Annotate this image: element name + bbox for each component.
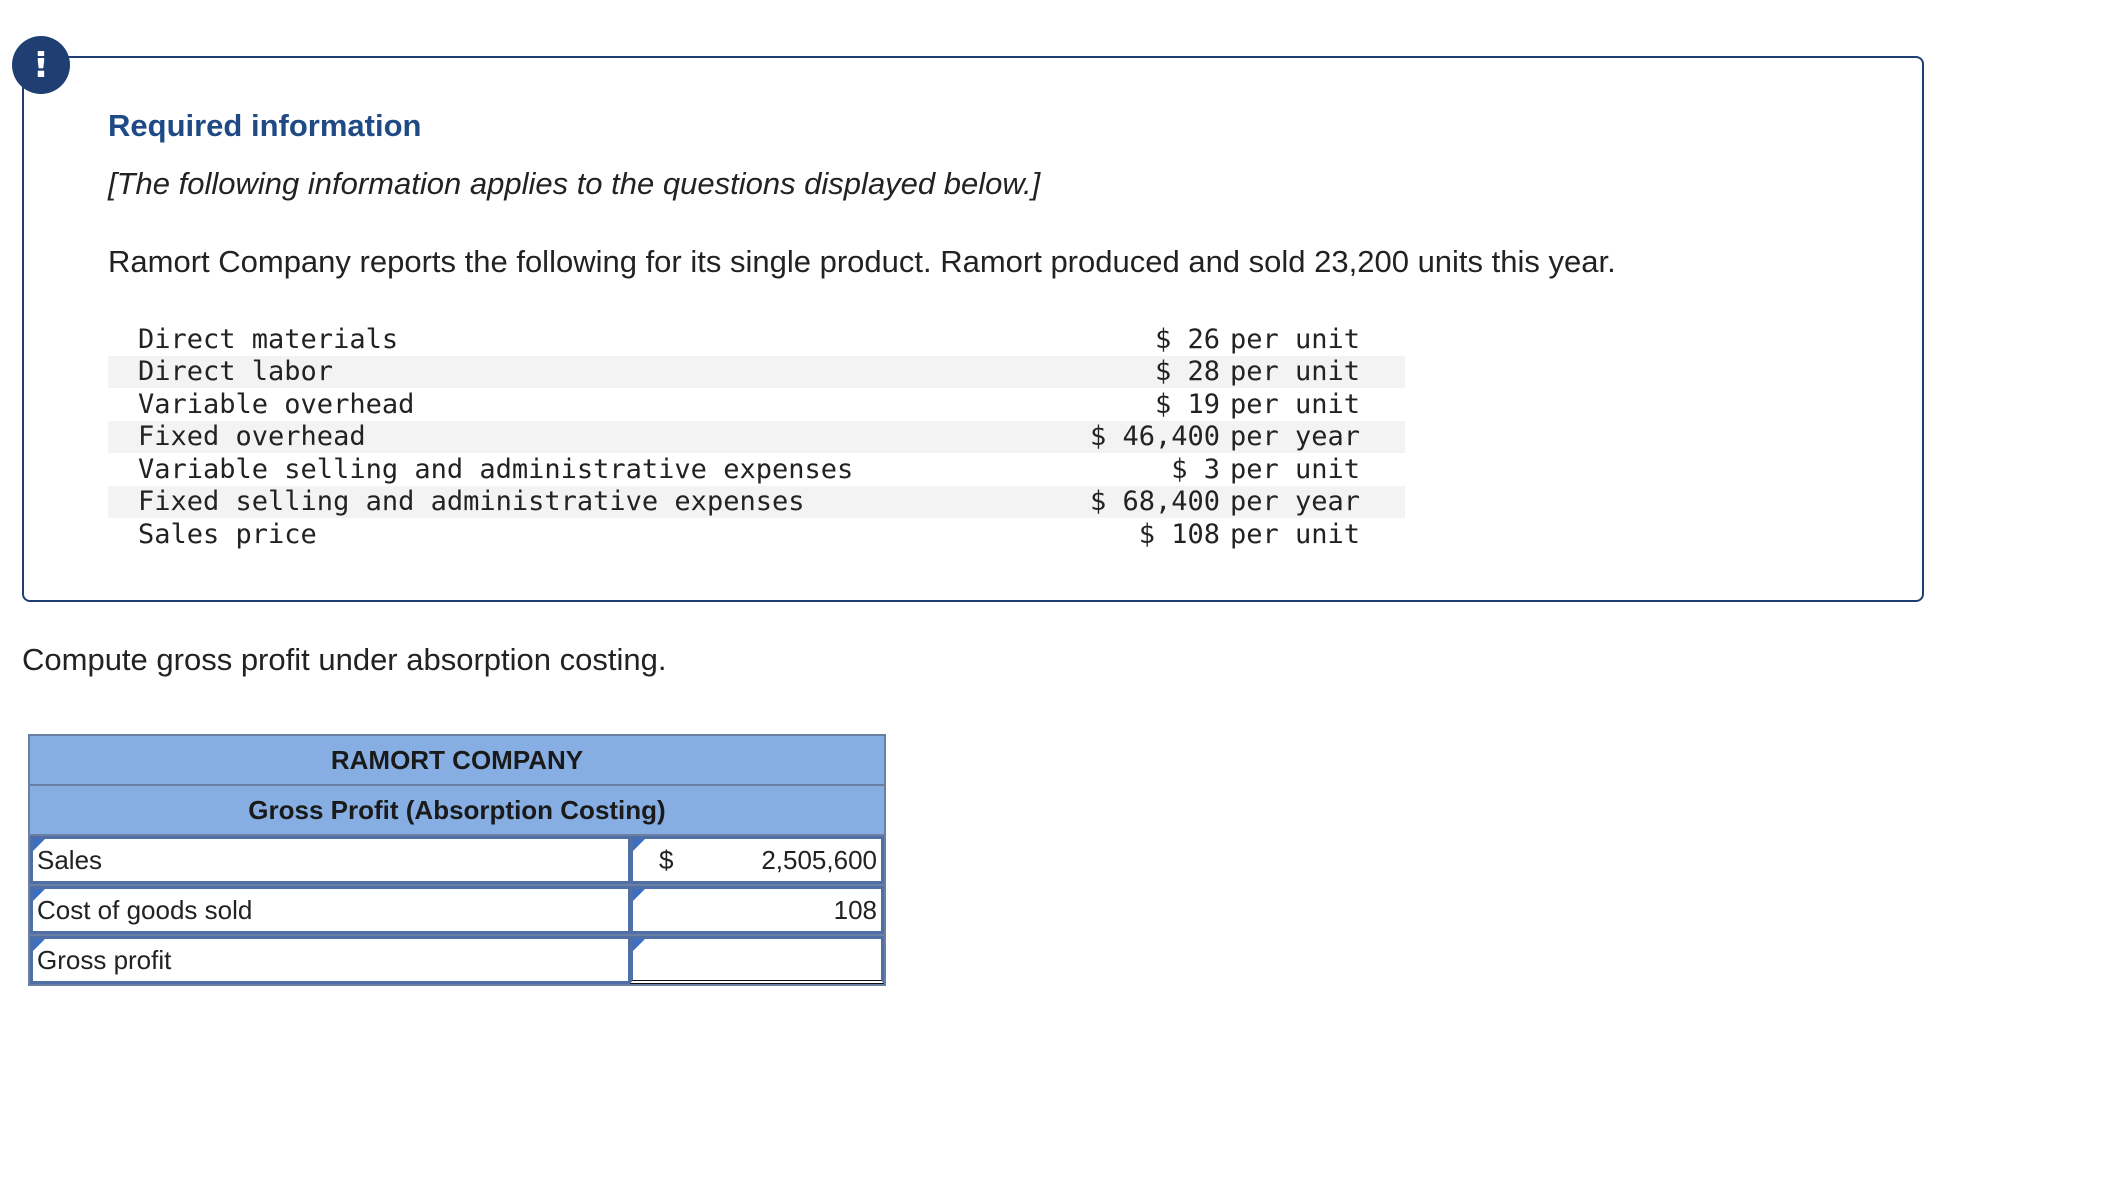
cost-label: Fixed overhead — [138, 421, 366, 453]
cost-amount: $ 19 — [1154, 388, 1220, 420]
cogs-label: Cost of goods sold — [37, 895, 253, 925]
cost-label: Direct labor — [138, 356, 334, 388]
gross-profit-label: Gross profit — [37, 945, 172, 975]
cost-amount: $ 68,400 — [1089, 486, 1220, 518]
cost-row — [108, 486, 1405, 519]
cogs-amount-value: 108 — [833, 894, 877, 925]
cost-unit: per year — [1230, 421, 1361, 453]
cost-amount: $ 108 — [1138, 518, 1220, 550]
exclamation-icon: ! — [12, 36, 70, 94]
cost-row — [108, 323, 1405, 356]
dropdown-marker-icon — [33, 939, 45, 951]
cost-row — [108, 421, 1405, 454]
sales-label-cell[interactable] — [30, 836, 630, 884]
cost-unit: per unit — [1230, 518, 1361, 550]
dropdown-marker-icon — [33, 839, 45, 851]
gross-profit-amount-input[interactable] — [630, 936, 884, 984]
cost-label: Direct materials — [138, 323, 399, 355]
info-title: Required information — [108, 108, 422, 143]
cost-amount: $ 3 — [1171, 453, 1220, 485]
dropdown-marker-icon — [633, 889, 645, 901]
cost-label: Sales price — [138, 518, 317, 550]
table-row-cogs — [30, 886, 884, 936]
dollar-sign: $ — [659, 844, 674, 875]
gross-profit-table — [28, 734, 886, 986]
cost-row — [108, 453, 1405, 486]
cost-row — [108, 518, 1405, 551]
cost-label: Variable overhead — [138, 388, 415, 420]
cost-row — [108, 388, 1405, 421]
cogs-amount-input[interactable] — [630, 886, 884, 934]
cost-unit: per unit — [1230, 388, 1361, 420]
cogs-label-cell[interactable] — [30, 886, 630, 934]
gross-profit-label-cell[interactable] — [30, 936, 630, 984]
cost-label: Variable selling and administrative expenses — [138, 453, 854, 485]
cost-unit: per unit — [1230, 453, 1361, 485]
table-company-header: RAMORT COMPANY — [30, 736, 884, 786]
sales-label: Sales — [37, 845, 103, 875]
dropdown-marker-icon — [633, 839, 645, 851]
cost-unit: per year — [1230, 486, 1361, 518]
question-prompt: Compute gross profit under absorption costing. — [22, 642, 667, 677]
sales-amount-value: 2,505,600 — [761, 844, 877, 875]
info-note: [The following information applies to the questions displayed below.] — [108, 166, 1041, 201]
cost-amount: $ 26 — [1154, 323, 1220, 355]
dropdown-marker-icon — [33, 889, 45, 901]
dropdown-marker-icon — [633, 939, 645, 951]
info-intro: Ramort Company reports the following for its single product. Ramort produced and sold 23,200 units this year. — [108, 244, 1616, 279]
cost-label: Fixed selling and administrative expenses — [138, 486, 805, 518]
table-row-sales — [30, 836, 884, 886]
cost-row — [108, 356, 1405, 389]
table-row-gross-profit — [30, 936, 884, 984]
cost-unit: per unit — [1230, 356, 1361, 388]
cost-unit: per unit — [1230, 323, 1361, 355]
cost-amount: $ 28 — [1154, 356, 1220, 388]
sales-amount-input[interactable] — [630, 836, 884, 884]
cost-data-table — [108, 323, 1405, 551]
table-subtitle-header: Gross Profit (Absorption Costing) — [30, 786, 884, 836]
cost-amount: $ 46,400 — [1089, 421, 1220, 453]
